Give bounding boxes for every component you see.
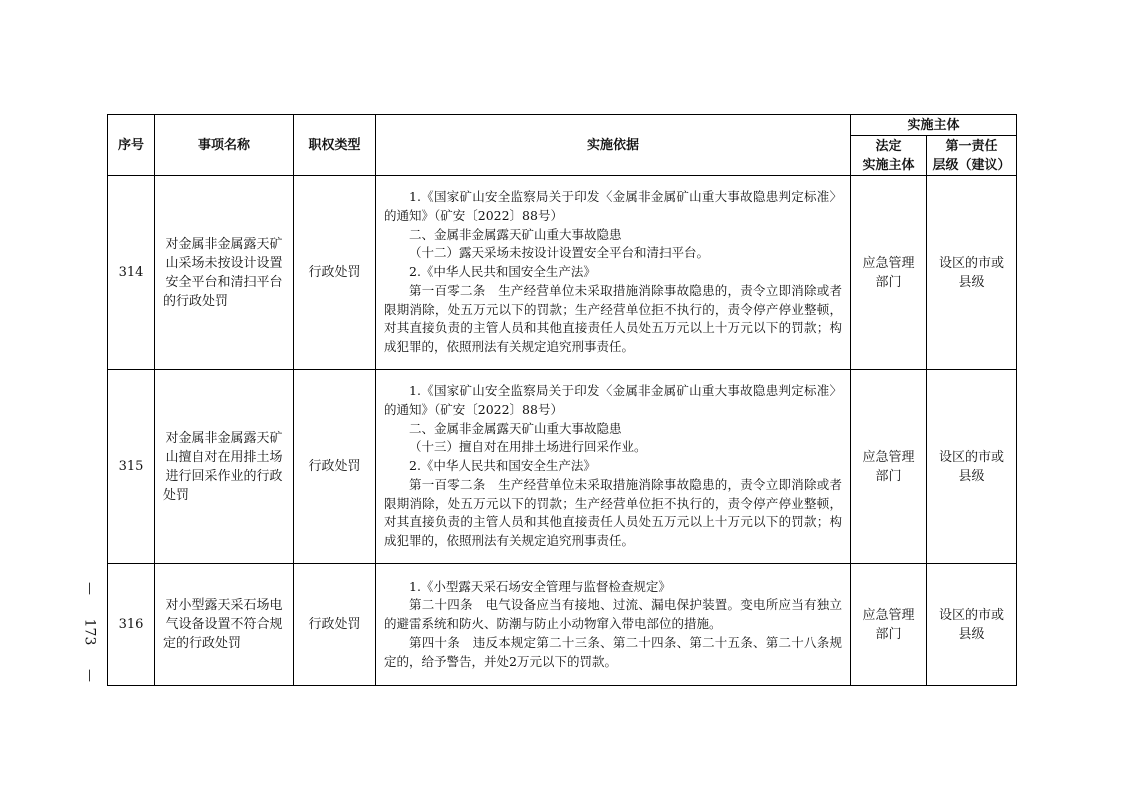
header-name: 事项名称 — [155, 115, 294, 176]
cell-responsibility-level: 设区的市或县级 — [927, 176, 1017, 370]
basis-paragraph: 2.《中华人民共和国安全生产法》 — [409, 264, 596, 280]
basis-paragraph: 第一百零二条 生产经营单位未采取措施消除事故隐患的，责令立即消除或者限期消除，处五万元以下的罚款；生产经营单位拒不执行的，责令停产停业整顿，对其直接负责的主管人员和其他直接责任人员处五万元以上十万元以下的罚款；构成犯罪的，依照刑法有关规定追究刑事责任。 — [384, 476, 842, 548]
table-row — [108, 176, 1017, 370]
basis-paragraph: 2.《中华人民共和国安全生产法》 — [409, 458, 596, 474]
header-seq: 序号 — [108, 115, 155, 176]
table-row — [108, 564, 1017, 686]
cell-responsibility-level: 设区的市或县级 — [927, 564, 1017, 686]
basis-paragraph: （十三）擅自对在用排土场进行回采作业。 — [409, 439, 647, 455]
cell-seq: 315 — [108, 370, 155, 564]
header-legal-line1: 法定 — [875, 138, 902, 154]
header-first-line1: 第一责任 — [945, 138, 998, 154]
basis-paragraph: 第二十四条 电气设备应当有接地、过流、漏电保护装置。变电所应当有独立的避雷系统和防火、防潮与防止小动物窜入带电部位的措施。 — [384, 597, 842, 632]
basis-paragraph: 1.《国家矿山安全监察局关于印发〈金属非金属矿山重大事故隐患判定标准〉的通知》（矿安〔2022〕88号） — [384, 189, 842, 224]
cell-authority-type: 行政处罚 — [294, 176, 376, 370]
basis-paragraph: 第一百零二条 生产经营单位未采取措施消除事故隐患的，责令立即消除或者限期消除，处五万元以下的罚款；生产经营单位拒不执行的，责令停产停业整顿，对其直接负责的主管人员和其他直接责任人员处五万元以上十万元以下的罚款；构成犯罪的，依照刑法有关规定追究刑事责任。 — [384, 282, 842, 354]
header-basis: 实施依据 — [376, 115, 851, 176]
basis-paragraph: 1.《国家矿山安全监察局关于印发〈金属非金属矿山重大事故隐患判定标准〉的通知》（矿安〔2022〕88号） — [384, 383, 842, 418]
cell-authority-type: 行政处罚 — [294, 370, 376, 564]
header-first-line2: 层级（建议） — [932, 157, 1011, 173]
page-dash-top: — — [81, 582, 97, 595]
cell-seq: 314 — [108, 176, 155, 370]
header-type: 职权类型 — [294, 115, 376, 176]
page-dash-bottom: — — [81, 669, 97, 682]
cell-legal-subject: 应急管理部门 — [851, 564, 927, 686]
header-legal-subject — [851, 136, 927, 176]
authority-table — [107, 114, 1017, 686]
cell-item-name: 对金属非金属露天矿山擅自对在用排土场进行回采作业的行政处罚 — [155, 370, 294, 564]
basis-paragraph: （十二）露天采场未按设计设置安全平台和清扫平台。 — [409, 245, 710, 261]
header-subject: 实施主体 — [851, 115, 1017, 136]
table-row — [108, 370, 1017, 564]
basis-paragraph: 1.《小型露天采石场安全管理与监督检查规定》 — [409, 578, 671, 594]
cell-item-name: 对小型露天采石场电气设备设置不符合规定的行政处罚 — [155, 564, 294, 686]
page-number-marker — [74, 582, 104, 682]
cell-legal-subject: 应急管理部门 — [851, 176, 927, 370]
header-first-level — [927, 136, 1017, 176]
cell-seq: 316 — [108, 564, 155, 686]
cell-legal-subject: 应急管理部门 — [851, 370, 927, 564]
header-legal-line2: 实施主体 — [862, 157, 915, 173]
cell-item-name: 对金属非金属露天矿山采场未按设计设置安全平台和清扫平台的行政处罚 — [155, 176, 294, 370]
basis-paragraph: 二、金属非金属露天矿山重大事故隐患 — [409, 420, 622, 436]
page-number: 173 — [80, 618, 97, 646]
cell-basis — [376, 564, 851, 686]
cell-basis — [376, 176, 851, 370]
basis-paragraph: 二、金属非金属露天矿山重大事故隐患 — [409, 226, 622, 242]
cell-responsibility-level: 设区的市或县级 — [927, 370, 1017, 564]
cell-authority-type: 行政处罚 — [294, 564, 376, 686]
cell-basis — [376, 370, 851, 564]
basis-paragraph: 第四十条 违反本规定第二十三条、第二十四条、第二十五条、第二十八条规定的，给予警告，并处2万元以下的罚款。 — [384, 634, 842, 669]
